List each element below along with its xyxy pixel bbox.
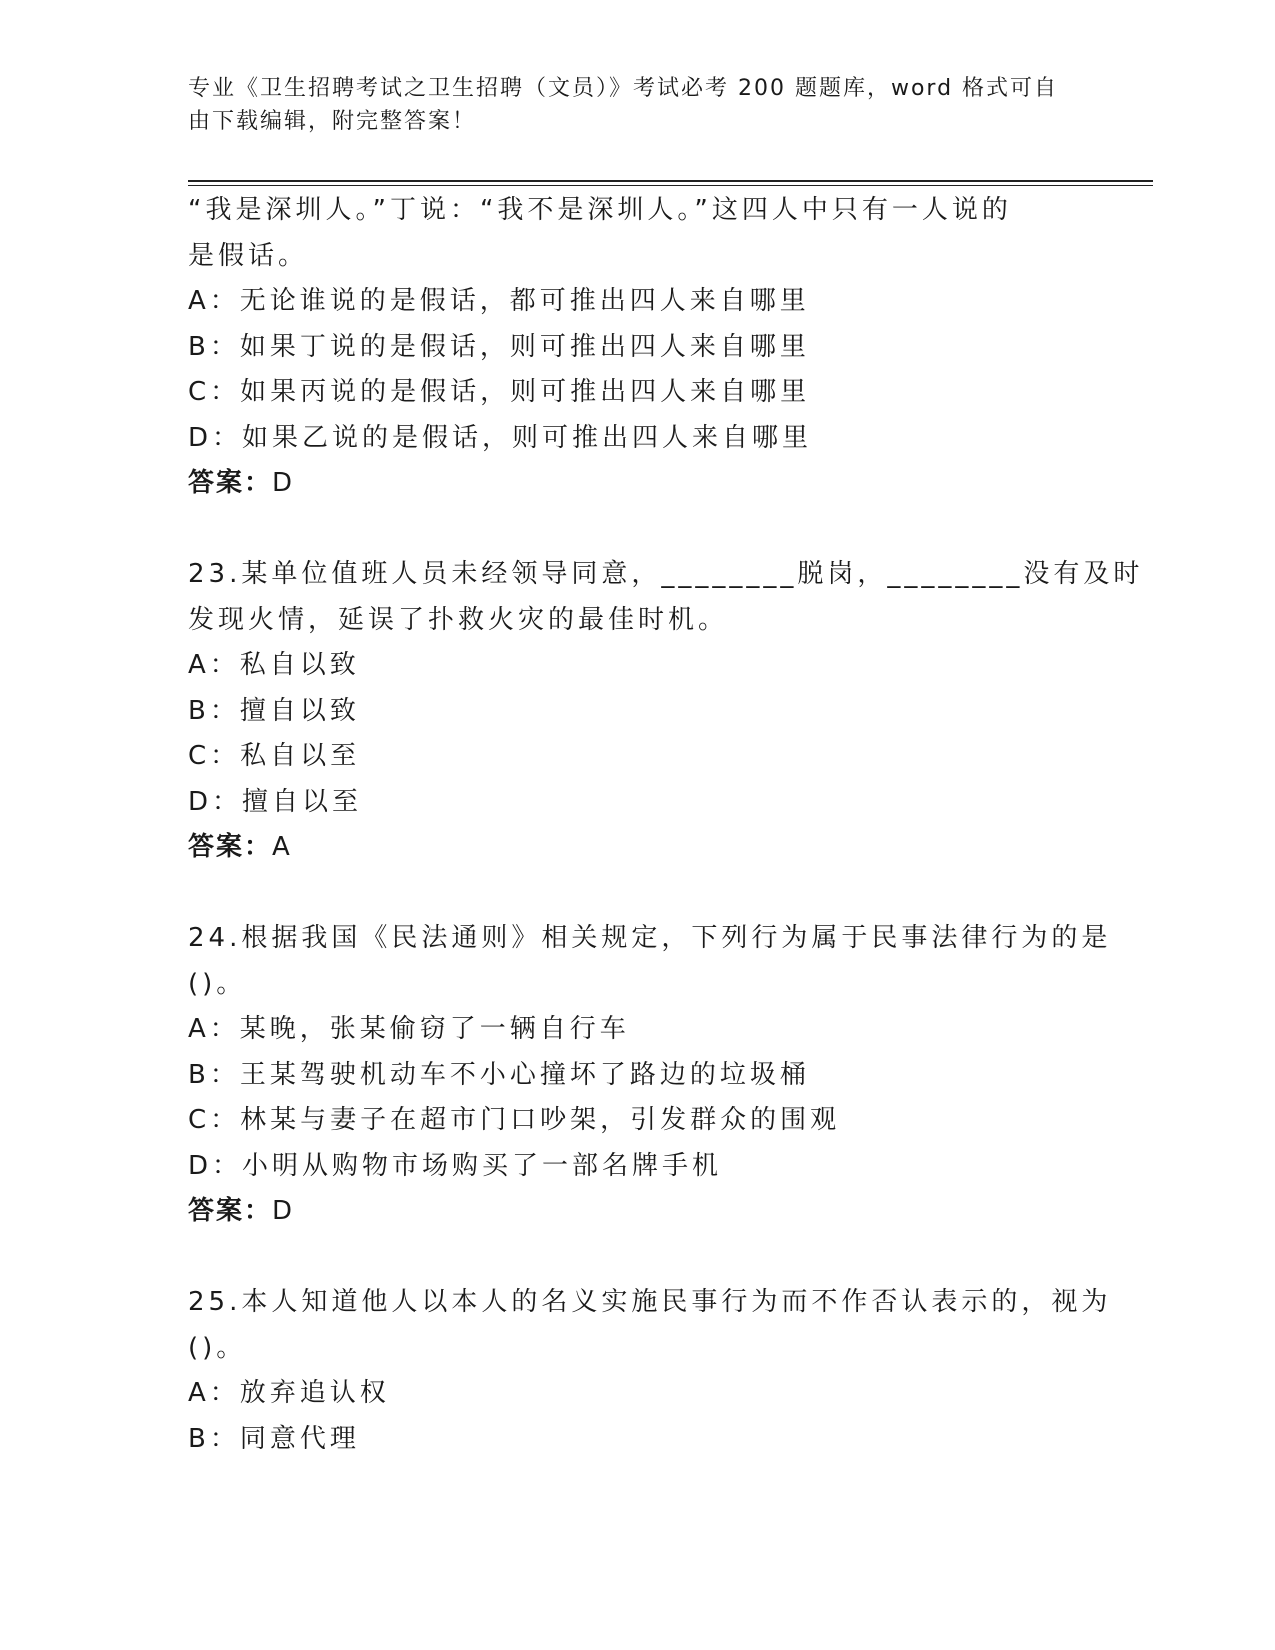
- question-stem-line: 24.根据我国《民法通则》相关规定，下列行为属于民事法律行为的是: [188, 923, 1112, 953]
- question-stem-line: ()。: [188, 1332, 247, 1363]
- answer-value: D: [272, 1196, 295, 1226]
- answer-label: 答案：: [188, 468, 273, 498]
- question-spacer: [188, 1235, 1088, 1281]
- answer-line: [188, 825, 1088, 871]
- question-stem-line: “我是深圳人。”丁说：“我不是深圳人。”这四人中只有一人说的: [188, 195, 1012, 225]
- question-stem-line: 25.本人知道他人以本人的名义实施民事行为而不作否认表示的，视为: [188, 1287, 1112, 1317]
- answer-value: D: [272, 468, 295, 498]
- question-23: [188, 552, 1144, 871]
- answer-value: A: [272, 832, 292, 862]
- question-22: [188, 188, 1088, 507]
- answer-line: [188, 1189, 1088, 1235]
- question-24: [188, 916, 1112, 1235]
- answer-label: 答案：: [188, 1196, 273, 1226]
- option-a: A：无论谁说的是假话，都可推出四人来自哪里: [188, 286, 810, 316]
- option-b: B：如果丁说的是假话，则可推出四人来自哪里: [188, 331, 810, 362]
- question-list: [188, 188, 1144, 1462]
- option-a: A：某晚，张某偷窃了一辆自行车: [188, 1014, 630, 1044]
- option-d: D：如果乙说的是假话，则可推出四人来自哪里: [188, 422, 813, 453]
- option-a: A：私自以致: [188, 650, 360, 680]
- option-d: D：擅自以至: [188, 786, 363, 817]
- option-d: D：小明从购物市场购买了一部名牌手机: [188, 1150, 723, 1181]
- option-c: C：如果丙说的是假话，则可推出四人来自哪里: [188, 377, 811, 407]
- header-line-1: 专业《卫生招聘考试之卫生招聘（文员）》考试必考 200 题题库，word 格式可自: [188, 76, 1059, 101]
- answer-line: [188, 461, 1088, 507]
- option-a: A：放弃追认权: [188, 1378, 390, 1408]
- option-b: B：同意代理: [188, 1423, 360, 1454]
- question-spacer: [188, 871, 1088, 917]
- option-b: B：擅自以致: [188, 695, 360, 726]
- question-stem-line: 发现火情，延误了扑救火灾的最佳时机。: [188, 604, 729, 635]
- question-spacer: [188, 507, 1088, 553]
- header-line-2: 由下载编辑，附完整答案！: [188, 109, 477, 134]
- option-b: B：王某驾驶机动车不小心撞坏了路边的垃圾桶: [188, 1059, 810, 1090]
- header-divider-thin: [188, 185, 1153, 186]
- answer-label: 答案：: [188, 832, 273, 862]
- question-stem-line: ()。: [188, 968, 247, 999]
- question-stem-line: 是假话。: [188, 240, 309, 271]
- question-stem-line: 23.某单位值班人员未经领导同意，________脱岗，________没有及时: [188, 559, 1144, 589]
- header-divider-thick: [188, 180, 1153, 182]
- option-c: C：私自以至: [188, 741, 361, 771]
- page-header: [188, 72, 1088, 138]
- option-c: C：林某与妻子在超市门口吵架，引发群众的围观: [188, 1105, 841, 1135]
- question-25: [188, 1280, 1112, 1462]
